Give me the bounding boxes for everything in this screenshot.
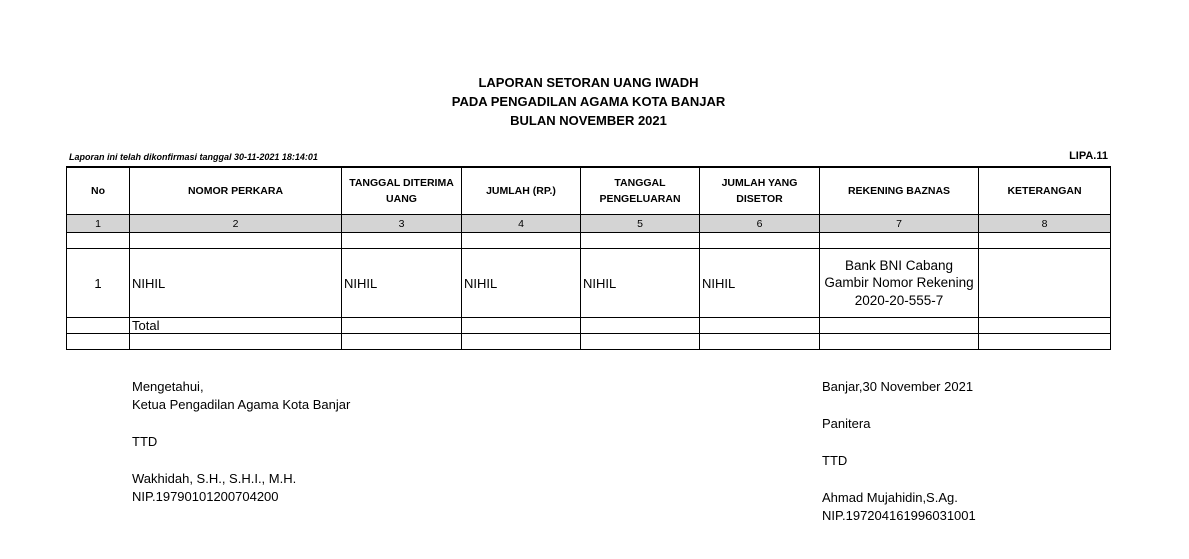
title-line-3: BULAN NOVEMBER 2021 — [510, 113, 667, 128]
report-table — [66, 166, 1111, 350]
cell-keterangan — [979, 249, 1111, 318]
column-number: 7 — [820, 215, 979, 233]
report-title — [0, 73, 1177, 130]
column-number: 2 — [130, 215, 342, 233]
left-position: Ketua Pengadilan Agama Kota Banjar — [132, 397, 351, 412]
header-nomor-perkara: NOMOR PERKARA — [130, 167, 342, 215]
column-number: 5 — [581, 215, 700, 233]
header-rekening-baznas: REKENING BAZNAS — [820, 167, 979, 215]
right-signature — [822, 378, 976, 525]
header-jumlah: JUMLAH (RP.) — [462, 167, 581, 215]
total-row — [67, 318, 1111, 334]
total-label: Total — [130, 318, 342, 334]
header-jumlah-disetor: JUMLAH YANG DISETOR — [700, 167, 820, 215]
report-code: LIPA.11 — [1069, 150, 1108, 162]
acknowledged-label: Mengetahui, — [132, 379, 204, 394]
header-tanggal-pengeluaran: TANGGAL PENGELUARAN — [581, 167, 700, 215]
header-keterangan: KETERANGAN — [979, 167, 1111, 215]
header-no: No — [67, 167, 130, 215]
table-header-row — [67, 167, 1111, 215]
left-signature — [132, 378, 350, 506]
column-number: 8 — [979, 215, 1111, 233]
title-line-1: LAPORAN SETORAN UANG IWADH — [478, 75, 699, 90]
left-signer-name: Wakhidah, S.H., S.H.I., M.H. — [132, 471, 297, 486]
place-date: Banjar,30 November 2021 — [822, 379, 974, 394]
right-signer-name: Ahmad Mujahidin,S.Ag. — [822, 490, 958, 505]
left-signer-nip: NIP.19790101200704200 — [132, 489, 279, 504]
cell-no: 1 — [67, 249, 130, 318]
cell-jumlah: NIHIL — [462, 249, 581, 318]
cell-tanggal-pengeluaran: NIHIL — [581, 249, 700, 318]
column-number: 4 — [462, 215, 581, 233]
table-row — [67, 249, 1111, 318]
cell-rekening-baznas: Bank BNI Cabang Gambir Nomor Rekening 2020-20-555-7 — [820, 249, 979, 318]
column-number: 1 — [67, 215, 130, 233]
right-ttd: TTD — [822, 453, 848, 468]
left-ttd: TTD — [132, 434, 158, 449]
confirmation-note: Laporan ini telah dikonfirmasi tanggal 30-11-2021 18:14:01 — [69, 152, 318, 162]
cell-tanggal-diterima: NIHIL — [342, 249, 462, 318]
column-number: 6 — [700, 215, 820, 233]
blank-row — [67, 334, 1111, 350]
title-line-2: PADA PENGADILAN AGAMA KOTA BANJAR — [451, 94, 726, 109]
column-number-row — [67, 215, 1111, 233]
header-tanggal-diterima: TANGGAL DITERIMA UANG — [342, 167, 462, 215]
right-signer-nip: NIP.197204161996031001 — [822, 508, 976, 523]
blank-row — [67, 233, 1111, 249]
column-number: 3 — [342, 215, 462, 233]
cell-nomor-perkara: NIHIL — [130, 249, 342, 318]
cell-jumlah-disetor: NIHIL — [700, 249, 820, 318]
right-position: Panitera — [822, 416, 871, 431]
